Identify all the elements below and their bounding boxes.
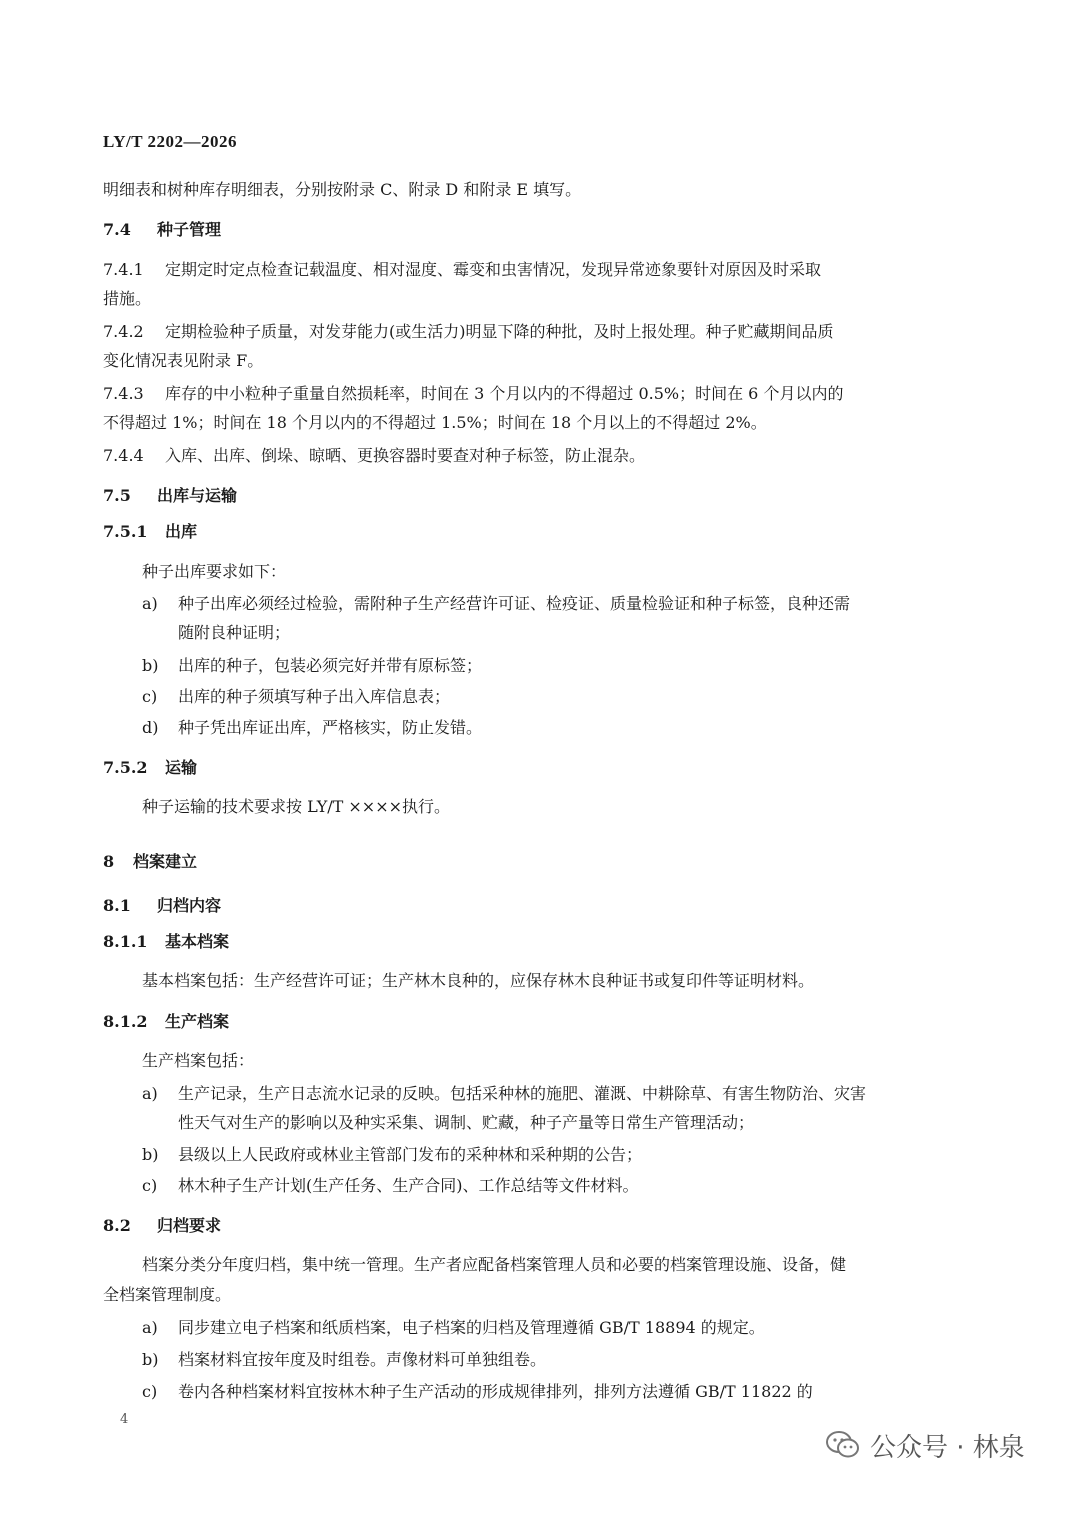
wechat-watermark: [826, 1425, 1025, 1465]
list-item: 种子凭出库证出库，严格核实，防止发错。: [178, 718, 483, 737]
page-number: 4: [120, 1412, 129, 1427]
list-marker: a): [142, 1084, 158, 1103]
watermark-text: 公众号 · 林泉: [870, 1432, 1025, 1463]
list-marker: c): [142, 687, 158, 706]
list-item: 出库的种子，包装必须完好并带有原标签；: [178, 656, 483, 675]
list-item: 县级以上人民政府或林业主管部门发布的采种林和采种期的公告；: [178, 1145, 643, 1164]
list-marker: b): [142, 1350, 159, 1369]
paragraph-line: 基本档案包括：生产经营许可证；生产林木良种的，应保存林木良种证书或复印件等证明材料。: [142, 971, 815, 990]
clause-7-4-2-cont: 变化情况表见附录 F。: [103, 351, 264, 370]
list-item: 档案材料宜按年度及时组卷。声像材料可单独组卷。: [178, 1350, 547, 1369]
clause-7-4-1: 7.4.1 定期定时定点检查记载温度、相对湿度、霉变和虫害情况，发现异常迹象要针对原因及时采取: [103, 260, 822, 279]
clause-7-4-3: 7.4.3 库存的中小粒种子重量自然损耗率，时间在 3 个月以内的不得超过 0.5%；时间在 6 个月以内的: [103, 384, 844, 403]
clause-7-4-4: 7.4.4 入库、出库、倒垛、晾晒、更换容器时要查对种子标签，防止混杂。: [103, 446, 646, 465]
paragraph-line: 档案分类分年度归档，集中统一管理。生产者应配备档案管理人员和必要的档案管理设施、设备，健: [142, 1255, 847, 1274]
list-marker: b): [142, 1145, 159, 1164]
section-heading-8-2: 8.2 归档要求: [103, 1216, 222, 1235]
intro-text: 生产档案包括：: [142, 1051, 255, 1070]
section-heading-8-1-2: 8.1.2 生产档案: [103, 1012, 230, 1031]
paragraph-line: 明细表和树种库存明细表，分别按附录 C、附录 D 和附录 E 填写。: [103, 180, 582, 199]
list-item-cont: 性天气对生产的影响以及种实采集、调制、贮藏，种子产量等日常生产管理活动；: [178, 1113, 755, 1132]
section-heading-7-5-1: 7.5.1 出库: [103, 522, 198, 541]
list-marker: c): [142, 1382, 158, 1401]
list-marker: a): [142, 594, 158, 613]
paragraph-line-cont: 全档案管理制度。: [103, 1285, 232, 1304]
list-item: 卷内各种档案材料宜按林木种子生产活动的形成规律排列，排列方法遵循 GB/T 11822 的: [178, 1382, 813, 1401]
section-heading-7-5-2: 7.5.2 运输: [103, 758, 198, 777]
clause-7-4-3-cont: 不得超过 1%；时间在 18 个月以内的不得超过 1.5%；时间在 18 个月以上的不得超过 2%。: [103, 413, 767, 432]
list-marker: a): [142, 1318, 158, 1337]
list-item: 出库的种子须填写种子出入库信息表；: [178, 687, 451, 706]
section-heading-7-4: 7.4 种子管理: [103, 220, 222, 239]
clause-7-4-1-cont: 措施。: [103, 289, 152, 308]
section-heading-8-1-1: 8.1.1 基本档案: [103, 932, 230, 951]
list-item: 生产记录，生产日志流水记录的反映。包括采种林的施肥、灌溉、中耕除草、有害生物防治、灾害: [178, 1084, 867, 1103]
list-marker: b): [142, 656, 159, 675]
list-marker: c): [142, 1176, 158, 1195]
chapter-heading-8: 8 档案建立: [103, 852, 198, 871]
paragraph-line: 种子运输的技术要求按 LY/T ××××执行。: [142, 797, 451, 816]
standard-code: LY/T 2202—2026: [103, 132, 238, 151]
clause-7-4-2: 7.4.2 定期检验种子质量，对发芽能力(或生活力)明显下降的种批，及时上报处理。种子贮藏期间品质: [103, 322, 834, 341]
list-item: 种子出库必须经过检验，需附种子生产经营许可证、检疫证、质量检验证和种子标签，良种还需: [178, 594, 851, 613]
section-heading-8-1: 8.1 归档内容: [103, 896, 222, 915]
wechat-icon: [826, 1430, 860, 1460]
list-item: 林木种子生产计划(生产任务、生产合同)、工作总结等文件材料。: [178, 1176, 639, 1195]
list-marker: d): [142, 718, 159, 737]
list-item: 同步建立电子档案和纸质档案，电子档案的归档及管理遵循 GB/T 18894 的规定。: [178, 1318, 765, 1337]
list-item-cont: 随附良种证明；: [178, 623, 291, 642]
intro-text: 种子出库要求如下：: [142, 562, 287, 581]
section-heading-7-5: 7.5 出库与运输: [103, 486, 238, 505]
